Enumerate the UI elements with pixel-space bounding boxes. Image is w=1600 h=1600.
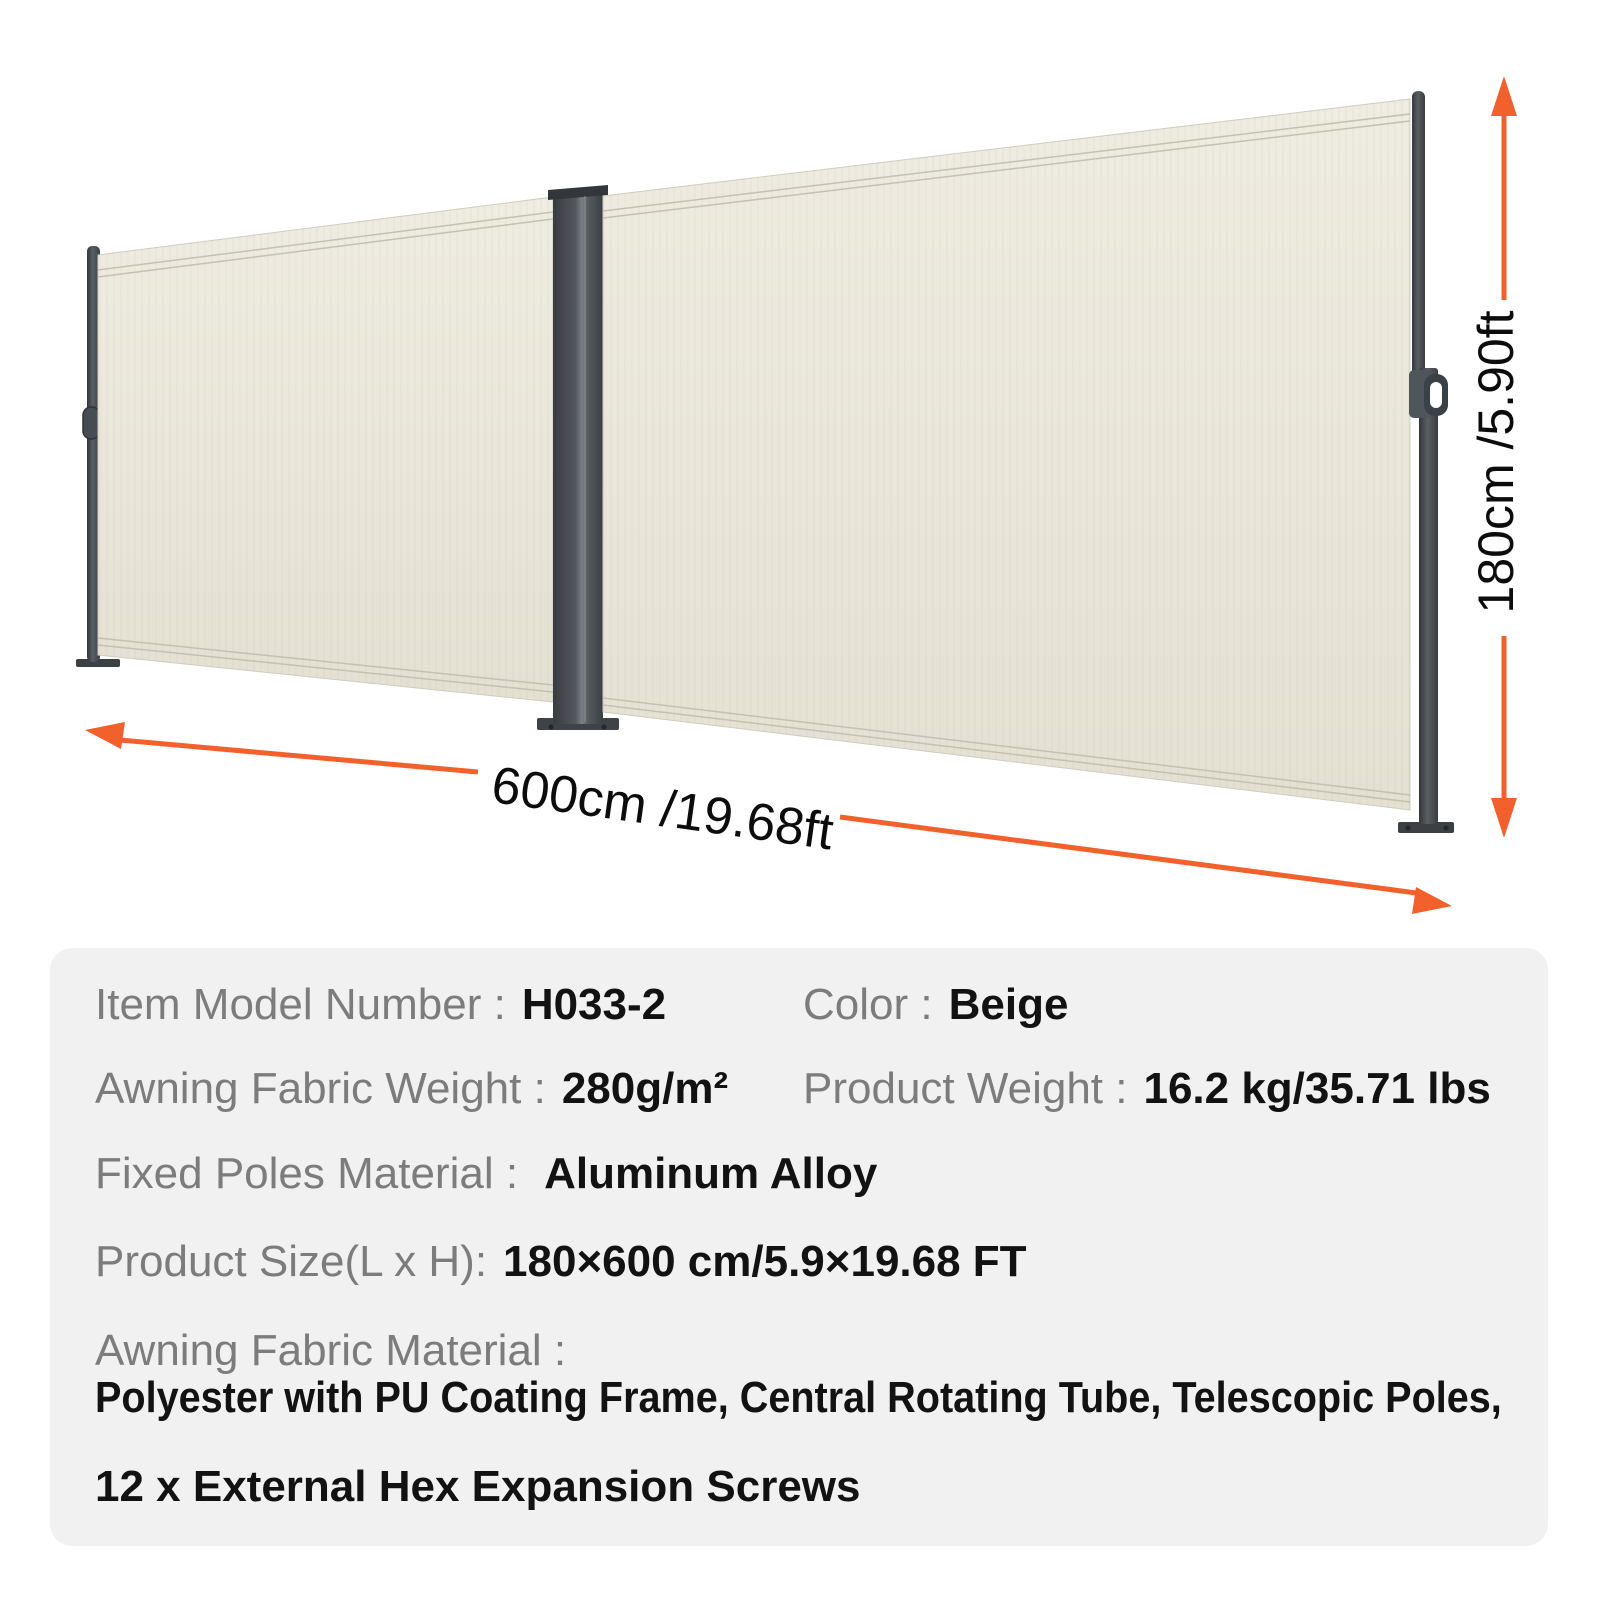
spec-model-value: H033-2 xyxy=(521,980,667,1029)
left-pole-handle-icon xyxy=(83,407,100,439)
spec-fabric-weight-value: 280g/m² xyxy=(561,1064,729,1113)
center-pole-tube xyxy=(553,192,603,724)
spec-fabric-weight xyxy=(95,1063,728,1115)
arrow-left-icon xyxy=(85,722,125,749)
spec-poles-material-label: Fixed Poles Material : xyxy=(95,1149,519,1198)
arrow-down-icon xyxy=(1491,798,1517,838)
spec-included-hardware: 12 x External Hex Expansion Screws xyxy=(95,1462,861,1511)
spec-product-size xyxy=(95,1236,1027,1288)
right-pole-lower-tube xyxy=(1419,368,1438,824)
spec-color-label: Color : xyxy=(803,980,933,1029)
right-pole-upper-tube xyxy=(1412,91,1425,391)
spec-model xyxy=(95,979,666,1031)
spec-fabric-material-label: Awning Fabric Material : xyxy=(95,1326,567,1375)
spec-fabric-material xyxy=(95,1325,566,1377)
arrow-up-icon xyxy=(1491,76,1517,116)
spec-product-weight-value: 16.2 kg/35.71 lbs xyxy=(1143,1064,1491,1113)
spec-color-value: Beige xyxy=(948,980,1069,1029)
spec-color xyxy=(803,979,1068,1031)
spec-product-size-label: Product Size(L x H): xyxy=(95,1237,488,1286)
spec-product-weight xyxy=(803,1063,1491,1115)
spec-fabric-material-value: Polyester with PU Coating Frame, Central Rotating Tube, Telescopic Poles, xyxy=(95,1373,1502,1422)
spec-fabric-weight-label: Awning Fabric Weight : xyxy=(95,1064,546,1113)
height-dimension-label: 180cm /5.90ft xyxy=(1468,310,1525,614)
spec-product-size-value: 180×600 cm/5.9×19.68 FT xyxy=(503,1237,1027,1286)
spec-panel xyxy=(50,948,1548,1546)
length-dimension-label: 600cm /19.68ft xyxy=(488,756,837,862)
spec-model-label: Item Model Number : xyxy=(95,980,506,1029)
left-awning-panel xyxy=(98,197,553,702)
spec-poles-material-value: Aluminum Alloy xyxy=(544,1149,878,1198)
spec-product-weight-label: Product Weight : xyxy=(803,1064,1128,1113)
right-awning-panel xyxy=(603,99,1410,810)
spec-poles-material xyxy=(95,1148,877,1200)
arrow-right-icon xyxy=(1412,887,1452,914)
